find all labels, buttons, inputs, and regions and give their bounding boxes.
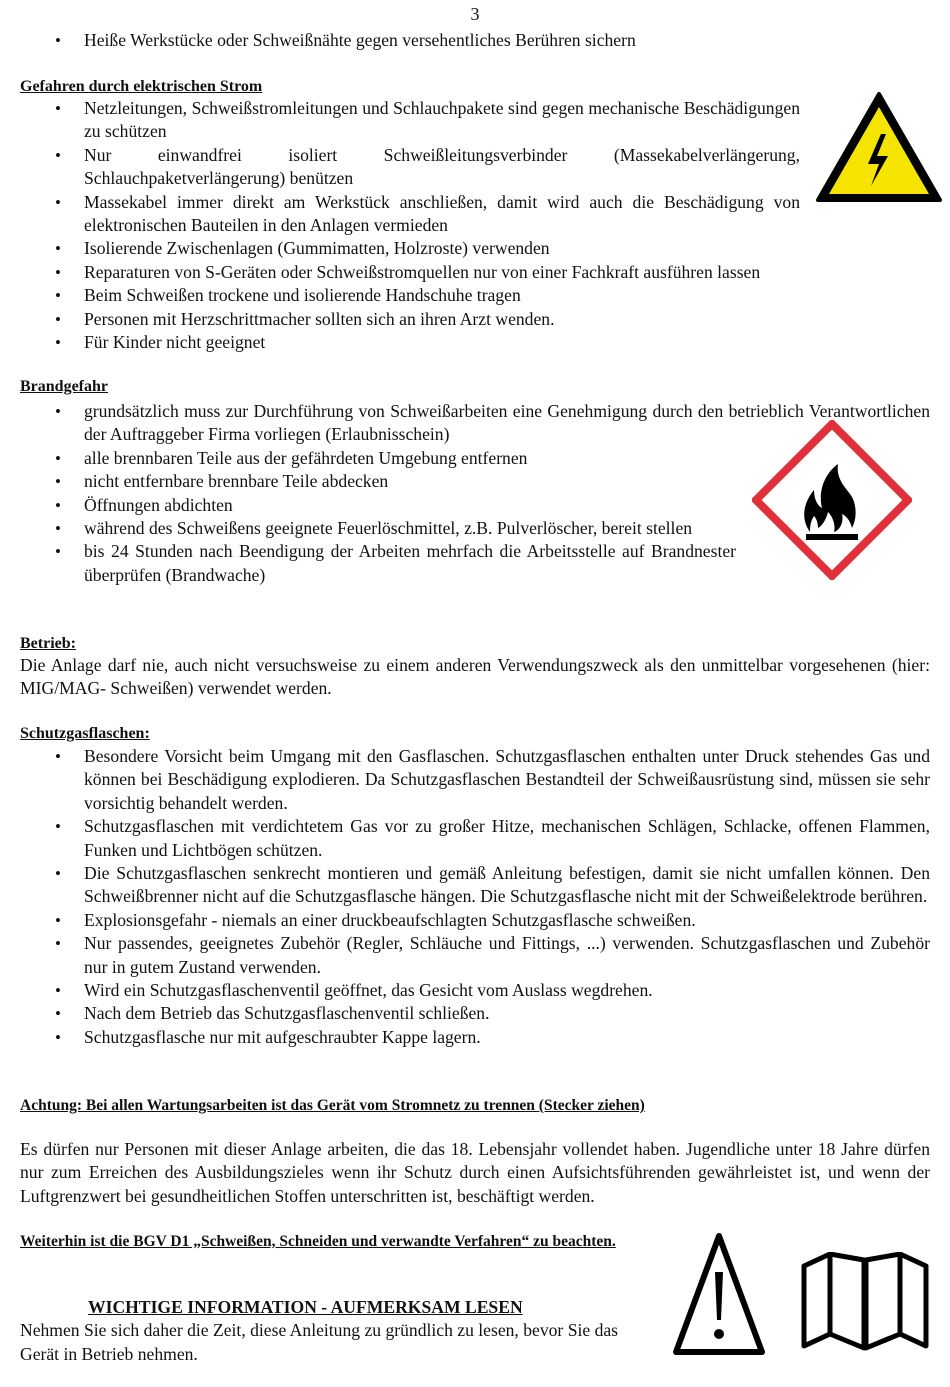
electric-section	[20, 77, 800, 354]
read-manual-icon	[800, 1252, 930, 1352]
list-item: • Explosionsgefahr - niemals an einer druckbeaufschlagten Schutzgasflasche schweißen.	[20, 909, 930, 932]
list-item: • nicht entfernbare brennbare Teile abdecken	[20, 470, 930, 493]
intro-section	[20, 29, 930, 52]
gas-list	[20, 745, 930, 1049]
operation-section	[20, 634, 930, 701]
list-item: • Schutzgasflasche nur mit aufgeschraubter Kappe lagern.	[20, 1026, 930, 1049]
list-item: • Besondere Vorsicht beim Umgang mit den Gasflaschen. Schutzgasflaschen enthalten unter Druck stehendes Gas und können bei Beschädigung explodieren. Da Schutzgasflaschen Bestandteil der Schweißausrüstung sind, müssen sie sehr vorsichtig behandelt werden.	[20, 745, 930, 815]
list-item: • Nach dem Betrieb das Schutzgasflaschenventil schließen.	[20, 1002, 930, 1025]
list-item: • Öffnungen abdichten	[20, 494, 930, 517]
operation-heading: Betrieb:	[20, 635, 76, 652]
electric-heading: Gefahren durch elektrischen Strom	[20, 78, 263, 95]
gas-heading: Schutzgasflaschen:	[20, 725, 150, 742]
list-item: • Für Kinder nicht geeignet	[20, 331, 800, 354]
page-number: 3	[470, 4, 480, 24]
list-item: • Die Schutzgasflaschen senkrecht montieren und gemäß Anleitung befestigen, damit sie nicht umfallen können. Den Schweißbrenner nicht auf die Schutzgasflasche hängen. Die Schutzgasflasche nicht mit der Schweißelektrode berühren.	[20, 862, 930, 909]
list-item: • Wird ein Schutzgasflaschenventil geöffnet, das Gesicht vom Auslass wegdrehen.	[20, 979, 930, 1002]
list-item: • Personen mit Herzschrittmacher sollten sich an ihren Arzt wenden.	[20, 308, 800, 331]
fire-heading: Brandgefahr	[20, 378, 108, 395]
important-text: Nehmen Sie sich daher die Zeit, diese Anleitung zu gründlich zu lesen, bevor Sie das Gerät in Betrieb nehmen.	[20, 1320, 619, 1364]
list-item: • alle brennbaren Teile aus der gefährdeten Umgebung entfernen	[20, 447, 930, 470]
list-item: • Nur passendes, geeignetes Zubehör (Regler, Schläuche und Fittings, ...) verwenden. Schutzgasflaschen und Zubehör nur in gutem Zustand verwenden.	[20, 932, 930, 979]
list-item: • grundsätzlich muss zur Durchführung von Schweißarbeiten eine Genehmigung durch den betrieblich Verantwortlichen der Auftraggeber Firma vorliegen (Erlaubnisschein)	[20, 400, 930, 447]
list-item: • während des Schweißens geeignete Feuerlöschmittel, z.B. Pulverlöscher, bereit stellen	[20, 517, 736, 540]
important-section	[20, 1296, 644, 1366]
electric-list	[20, 97, 800, 354]
list-item: • Netzleitungen, Schweißstromleitungen und Schlauchpakete sind gegen mechanische Beschädigungen zu schützen	[20, 97, 800, 144]
list-item: • Isolierende Zwischenlagen (Gummimatten, Holzroste) verwenden	[20, 237, 800, 260]
list-item: • Beim Schweißen trockene und isolierende Handschuhe tragen	[20, 284, 800, 307]
operation-text: Die Anlage darf nie, auch nicht versuchsweise zu einem anderen Verwendungszweck als den unmittelbar vorgesehenen (hier: MIG/MAG- Schweißen) verwendet werden.	[20, 655, 930, 699]
exclamation-warning-icon	[672, 1230, 766, 1356]
bgv-notice: Weiterhin ist die BGV D1 „Schweißen, Schneiden und verwandte Verfahren“ zu beachten.	[20, 1233, 616, 1250]
list-item: • Massekabel immer direkt am Werkstück anschließen, damit wird auch die Beschädigung von elektronischen Bauteilen in den Anlagen vermieden	[20, 191, 800, 238]
important-title: WICHTIGE INFORMATION - AUFMERKSAM LESEN	[88, 1297, 523, 1317]
gas-section	[20, 724, 930, 1049]
list-item: • Reparaturen von S-Geräten oder Schweißstromquellen nur von einer Fachkraft ausführen lassen	[20, 261, 862, 284]
maintenance-notice: Achtung: Bei allen Wartungsarbeiten ist das Gerät vom Stromnetz zu trennen (Stecker ziehen)	[20, 1097, 645, 1114]
high-voltage-warning-icon	[814, 90, 944, 204]
list-item: • Nur einwandfrei isoliert Schweißleitungsverbinder (Massekabelverlängerung, Schlauchpaketverlängerung) benützen	[20, 144, 800, 191]
intro-list	[20, 29, 930, 52]
age-restriction-text: Es dürfen nur Personen mit dieser Anlage arbeiten, die das 18. Lebensjahr vollendet haben. Jugendliche unter 18 Jahre dürfen nur zum Erreichen des Ausbildungszieles wenn ihr Schutz durch einen Aufsichtsführenden gewährleistet ist, und wenn der Luftgrenzwert bei gesundheitlichen Stoffen unterschritten ist, beschäftigt werden.	[20, 1139, 930, 1206]
list-item: • Heiße Werkstücke oder Schweißnähte gegen versehentliches Berühren sichern	[20, 29, 930, 52]
list-item: • bis 24 Stunden nach Beendigung der Arbeiten mehrfach die Arbeitsstelle auf Brandnester überprüfen (Brandwache)	[20, 540, 736, 587]
list-item: • Schutzgasflaschen mit verdichtetem Gas vor zu großer Hitze, mechanischen Schlägen, Schlacke, offenen Flammen, Funken und Lichtbögen schützen.	[20, 815, 930, 862]
flammable-ghs-icon	[752, 420, 912, 580]
